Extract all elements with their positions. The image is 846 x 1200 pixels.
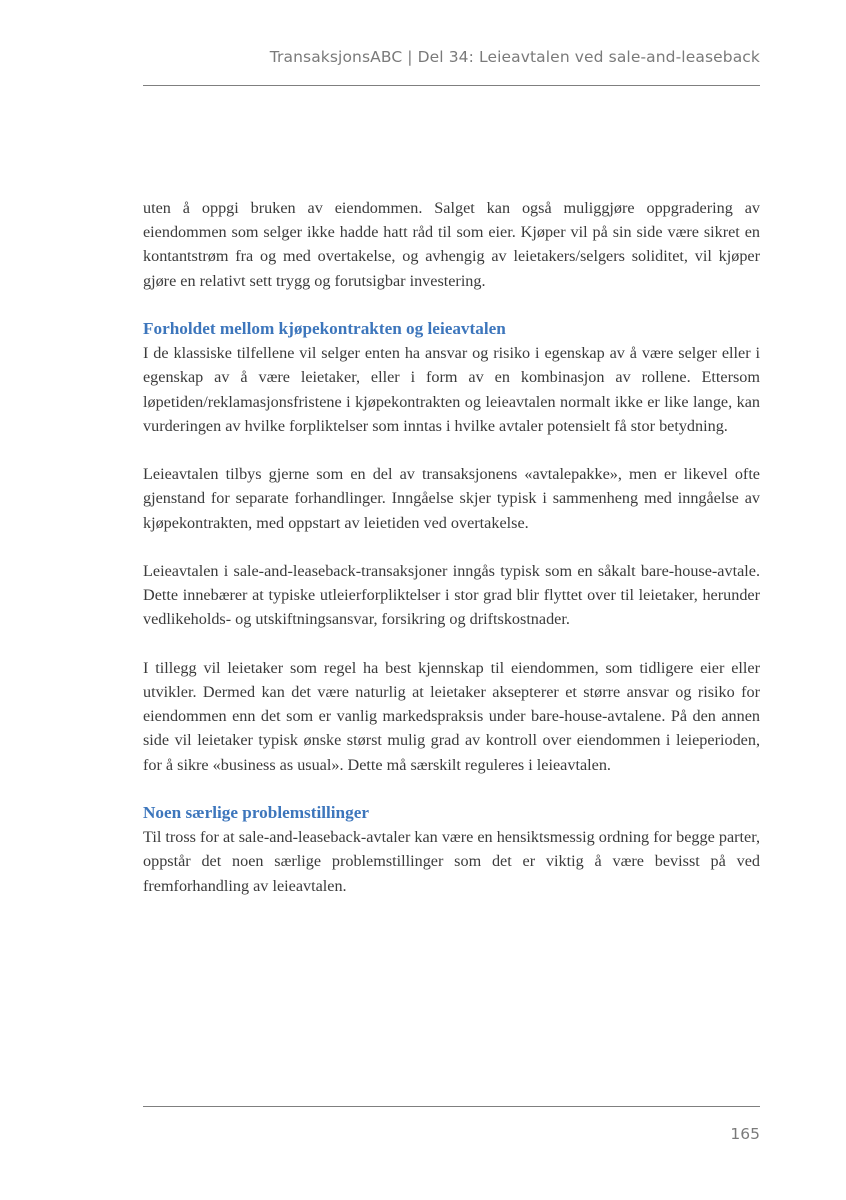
section-heading-2: Noen særlige problemstillinger <box>143 803 369 822</box>
paragraph-1: uten å oppgi bruken av eiendommen. Salget kan også muliggjøre oppgradering av eiendommen som selger ikke hadde hatt råd til som eier. Kjøper vil på sin side være sikret en kontantstrøm fra og med overtakelse, og avhengig av leietakers/selgers soliditet, vil kjøper gjøre en relativt sett trygg og forutsigbar investering. <box>143 199 760 290</box>
paragraph-2: I de klassiske tilfellene vil selger enten ha ansvar og risiko i egenskap av å være selger eller i egenskap av å være leietaker, eller i form av en kombinasjon av rollene. Ettersom løpetiden/reklamasjonsfristene i kjøpekontrakten og leieavtalen normalt ikke er like lange, kan vurderingen av hvilke forpliktelser som inntas i hvilke avtaler potensielt få stor betydning. <box>143 344 760 435</box>
section-heading-1: Forholdet mellom kjøpekontrakten og leieavtalen <box>143 319 506 338</box>
page-number: 165 <box>730 1125 760 1143</box>
header-rule <box>143 85 760 86</box>
running-header: TransaksjonsABC | Del 34: Leieavtalen ved sale-and-leaseback <box>269 48 760 66</box>
paragraph-4: Leieavtalen i sale-and-leaseback-transaksjoner inngås typisk som en såkalt bare-house-avtale. Dette innebærer at typiske utleierforpliktelser i stor grad blir flyttet over til leietaker, herunder vedlikeholds- og utskiftningsansvar, forsikring og driftskostnader. <box>143 562 760 629</box>
paragraph-6: Til tross for at sale-and-leaseback-avtaler kan være en hensiktsmessig ordning for begge parter, oppstår det noen særlige problemstillinger som det er viktig å være bevisst på ved fremforhandling av leieavtalen. <box>143 828 760 895</box>
footer-rule <box>143 1106 760 1107</box>
paragraph-5: I tillegg vil leietaker som regel ha best kjennskap til eiendommen, som tidligere eier eller utvikler. Dermed kan det være naturlig at leietaker aksepterer et større ansvar og risiko for eiendommen enn det som er vanlig markedspraksis under bare-house-avtalene. På den annen side vil leietaker typisk ønske størst mulig grad av kontroll over eiendommen i leieperioden, for å sikre «business as usual». Dette må særskilt reguleres i leieavtalen. <box>143 658 760 774</box>
page-content <box>143 196 760 922</box>
paragraph-3: Leieavtalen tilbys gjerne som en del av transaksjonens «avtalepakke», men er likevel ofte gjenstand for separate forhandlinger. Inngåelse skjer typisk i sammenheng med inngåelse av kjøpekontrakten, med oppstart av leietiden ved overtakelse. <box>143 465 760 532</box>
